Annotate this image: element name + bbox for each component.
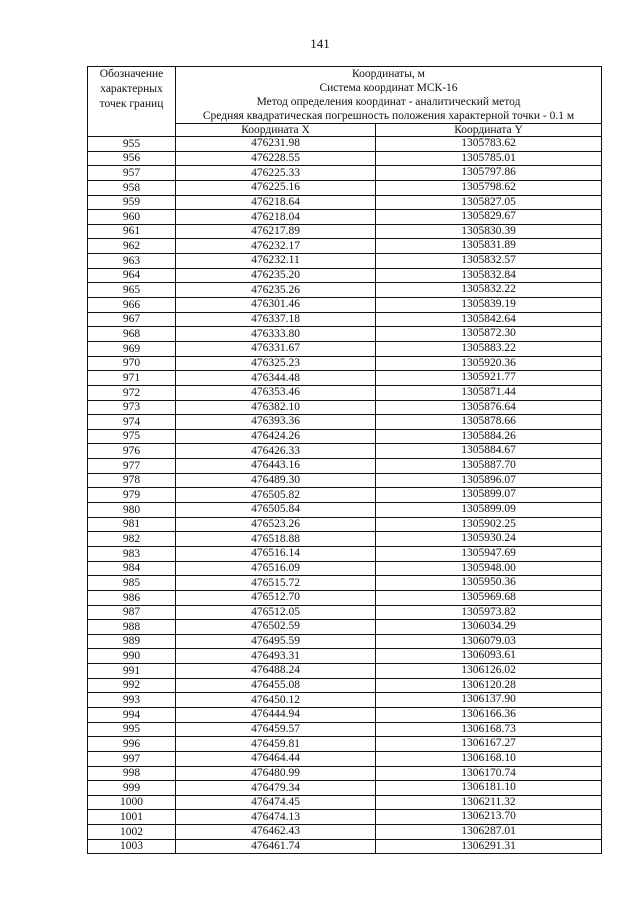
point-id: 985: [88, 576, 176, 591]
coordinate-x: 476502.59: [176, 620, 376, 635]
point-id: 956: [88, 151, 176, 166]
coordinate-y: 1305832.84: [376, 268, 602, 283]
coordinate-x: 476333.80: [176, 327, 376, 342]
point-id: 1002: [88, 825, 176, 840]
coordinates-header: [176, 67, 602, 124]
table-row: [88, 737, 602, 752]
coordinate-x: 476459.57: [176, 722, 376, 737]
table-row: [88, 268, 602, 283]
point-id: 990: [88, 649, 176, 664]
point-id: 975: [88, 429, 176, 444]
table-row: [88, 327, 602, 342]
coordinate-x: 476512.70: [176, 590, 376, 605]
coordinate-y: 1305872.30: [376, 327, 602, 342]
table-row: [88, 766, 602, 781]
table-row: [88, 254, 602, 269]
point-id: 957: [88, 166, 176, 181]
coordinate-y: 1305896.07: [376, 473, 602, 488]
coordinate-y: 1305899.07: [376, 488, 602, 503]
point-id: 1001: [88, 810, 176, 825]
point-id: 960: [88, 210, 176, 225]
coordinate-x: 476424.26: [176, 429, 376, 444]
coordinate-x: 476393.36: [176, 415, 376, 430]
coordinate-x: 476455.08: [176, 678, 376, 693]
coordinate-x: 476232.17: [176, 239, 376, 254]
coordinate-x: 476459.81: [176, 737, 376, 752]
coordinate-x: 476479.34: [176, 781, 376, 796]
table-row: [88, 693, 602, 708]
coordinate-y: 1306093.61: [376, 649, 602, 664]
coordinate-x: 476474.45: [176, 795, 376, 810]
table-row: [88, 810, 602, 825]
coordinate-y: 1305920.36: [376, 356, 602, 371]
table-header: [88, 67, 602, 137]
coordinate-y: 1306137.90: [376, 693, 602, 708]
point-id: 1000: [88, 795, 176, 810]
table-row: [88, 561, 602, 576]
coordinate-y: 1305798.62: [376, 180, 602, 195]
coordinate-y: 1306211.32: [376, 795, 602, 810]
coordinate-x: 476489.30: [176, 473, 376, 488]
table-row: [88, 664, 602, 679]
coordinate-x: 476516.14: [176, 546, 376, 561]
table-row: [88, 722, 602, 737]
point-id: 955: [88, 137, 176, 152]
coordinate-y: 1306079.03: [376, 634, 602, 649]
coordinate-y: 1306213.70: [376, 810, 602, 825]
coordinate-x: 476225.33: [176, 166, 376, 181]
coordinate-y: 1305902.25: [376, 517, 602, 532]
table-row: [88, 298, 602, 313]
coordinate-y: 1305887.70: [376, 459, 602, 474]
coordinate-y: 1305785.01: [376, 151, 602, 166]
coordinate-x: 476382.10: [176, 400, 376, 415]
table-row: [88, 751, 602, 766]
coordinate-y: 1305947.69: [376, 546, 602, 561]
table-row: [88, 400, 602, 415]
coordinate-x: 476217.89: [176, 224, 376, 239]
point-id: 961: [88, 224, 176, 239]
coordinate-x: 476515.72: [176, 576, 376, 591]
point-id: 964: [88, 268, 176, 283]
table-row: [88, 839, 602, 854]
table-row: [88, 312, 602, 327]
coordinate-y: 1305831.89: [376, 239, 602, 254]
coordinate-y: 1305832.57: [376, 254, 602, 269]
point-id: 959: [88, 195, 176, 210]
coordinate-x: 476512.05: [176, 605, 376, 620]
point-id: 978: [88, 473, 176, 488]
point-id: 980: [88, 503, 176, 518]
point-id: 958: [88, 180, 176, 195]
table-row: [88, 429, 602, 444]
table-row: [88, 210, 602, 225]
coordinate-x: 476325.23: [176, 356, 376, 371]
coordinate-system: Система координат МСК-16: [319, 82, 458, 94]
coordinate-y: 1305899.09: [376, 503, 602, 518]
table-row: [88, 473, 602, 488]
point-id: 979: [88, 488, 176, 503]
table-row: [88, 195, 602, 210]
coordinate-y: 1306291.31: [376, 839, 602, 854]
table-body: [88, 137, 602, 854]
coordinate-y: 1305830.39: [376, 224, 602, 239]
coordinate-x: 476523.26: [176, 517, 376, 532]
coordinate-x: 476516.09: [176, 561, 376, 576]
coordinate-y: 1305783.62: [376, 137, 602, 152]
point-id: 988: [88, 620, 176, 635]
point-id: 995: [88, 722, 176, 737]
coordinate-y: 1306167.27: [376, 737, 602, 752]
table-row: [88, 517, 602, 532]
coordinate-x: 476495.59: [176, 634, 376, 649]
table-row: [88, 166, 602, 181]
point-id: 962: [88, 239, 176, 254]
coordinate-x: 476474.13: [176, 810, 376, 825]
coordinate-y: 1305973.82: [376, 605, 602, 620]
point-id: 984: [88, 561, 176, 576]
point-id: 976: [88, 444, 176, 459]
coordinate-y: 1305950.36: [376, 576, 602, 591]
coordinate-y: 1306168.10: [376, 751, 602, 766]
table-row: [88, 795, 602, 810]
table-row: [88, 590, 602, 605]
coordinate-x: 476218.04: [176, 210, 376, 225]
coordinate-x: 476235.20: [176, 268, 376, 283]
coordinate-x: 476353.46: [176, 385, 376, 400]
coordinate-y: 1306034.29: [376, 620, 602, 635]
coordinate-y: 1305969.68: [376, 590, 602, 605]
point-id: 994: [88, 707, 176, 722]
table-row: [88, 283, 602, 298]
coordinate-x: 476301.46: [176, 298, 376, 313]
coords-title: Координаты, м: [352, 68, 425, 80]
coordinate-x: 476225.16: [176, 180, 376, 195]
point-id: 993: [88, 693, 176, 708]
coordinate-y: 1306287.01: [376, 825, 602, 840]
table-row: [88, 488, 602, 503]
accuracy-note: Средняя квадратическая погрешность положения характерной точки - 0.1 м: [202, 110, 575, 122]
point-id: 998: [88, 766, 176, 781]
coordinate-y: 1305829.67: [376, 210, 602, 225]
table-row: [88, 781, 602, 796]
coordinate-y: 1306126.02: [376, 664, 602, 679]
coordinate-x: 476462.43: [176, 825, 376, 840]
point-id: 972: [88, 385, 176, 400]
table-row: [88, 444, 602, 459]
coordinate-x: 476518.88: [176, 532, 376, 547]
table-row: [88, 576, 602, 591]
coordinate-x: 476464.44: [176, 751, 376, 766]
table-row: [88, 356, 602, 371]
table-row: [88, 503, 602, 518]
table-row: [88, 341, 602, 356]
table-row: [88, 224, 602, 239]
coordinate-y: 1305948.00: [376, 561, 602, 576]
point-id: 997: [88, 751, 176, 766]
point-id: 968: [88, 327, 176, 342]
point-id: 965: [88, 283, 176, 298]
coordinate-y: 1306181.10: [376, 781, 602, 796]
coordinate-y: 1306170.74: [376, 766, 602, 781]
coordinate-x: 476231.98: [176, 137, 376, 152]
coordinate-x: 476488.24: [176, 664, 376, 679]
coordinate-x: 476232.11: [176, 254, 376, 269]
table-row: [88, 459, 602, 474]
table-row: [88, 707, 602, 722]
column-header-y: Координата Y: [376, 124, 602, 137]
table-row: [88, 825, 602, 840]
point-id: 981: [88, 517, 176, 532]
table-row: [88, 649, 602, 664]
table-row: [88, 137, 602, 152]
point-id: 982: [88, 532, 176, 547]
table-row: [88, 239, 602, 254]
table-row: [88, 415, 602, 430]
table-row: [88, 532, 602, 547]
coordinate-y: 1305884.26: [376, 429, 602, 444]
point-id: 966: [88, 298, 176, 313]
point-id: 996: [88, 737, 176, 752]
coordinate-x: 476337.18: [176, 312, 376, 327]
coordinate-x: 476218.64: [176, 195, 376, 210]
coordinate-y: 1305839.19: [376, 298, 602, 313]
coordinate-y: 1305871.44: [376, 385, 602, 400]
coordinate-y: 1306168.73: [376, 722, 602, 737]
coordinate-y: 1305832.22: [376, 283, 602, 298]
coordinate-y: 1305921.77: [376, 371, 602, 386]
coordinate-y: 1305930.24: [376, 532, 602, 547]
coordinate-x: 476450.12: [176, 693, 376, 708]
coordinate-y: 1306166.36: [376, 707, 602, 722]
column-header-x: Координата X: [176, 124, 376, 137]
table-row: [88, 371, 602, 386]
coordinate-x: 476505.84: [176, 503, 376, 518]
point-id: 973: [88, 400, 176, 415]
coordinate-x: 476505.82: [176, 488, 376, 503]
table-row: [88, 180, 602, 195]
coordinate-y: 1305842.64: [376, 312, 602, 327]
point-id: 971: [88, 371, 176, 386]
point-id: 986: [88, 590, 176, 605]
coordinate-x: 476344.48: [176, 371, 376, 386]
coordinate-y: 1305883.22: [376, 341, 602, 356]
coordinate-y: 1306120.28: [376, 678, 602, 693]
coordinate-y: 1305876.64: [376, 400, 602, 415]
table-row: [88, 605, 602, 620]
point-id: 989: [88, 634, 176, 649]
point-id: 974: [88, 415, 176, 430]
point-id: 1003: [88, 839, 176, 854]
page-number: 141: [310, 36, 330, 51]
coordinate-y: 1305884.67: [376, 444, 602, 459]
coordinate-y: 1305797.86: [376, 166, 602, 181]
point-id: 983: [88, 546, 176, 561]
coordinate-x: 476493.31: [176, 649, 376, 664]
point-id: 987: [88, 605, 176, 620]
coordinate-x: 476461.74: [176, 839, 376, 854]
point-id: 963: [88, 254, 176, 269]
coordinate-x: 476331.67: [176, 341, 376, 356]
determination-method: Метод определения координат - аналитический метод: [256, 96, 521, 108]
table-row: [88, 678, 602, 693]
point-id: 970: [88, 356, 176, 371]
table-row: [88, 151, 602, 166]
coordinate-x: 476443.16: [176, 459, 376, 474]
table-row: [88, 546, 602, 561]
coordinate-x: 476426.33: [176, 444, 376, 459]
point-id: 977: [88, 459, 176, 474]
coordinate-x: 476235.26: [176, 283, 376, 298]
point-id: 992: [88, 678, 176, 693]
coordinate-y: 1305827.05: [376, 195, 602, 210]
point-id: 969: [88, 341, 176, 356]
table-row: [88, 620, 602, 635]
coordinate-y: 1305878.66: [376, 415, 602, 430]
point-id: 999: [88, 781, 176, 796]
point-id: 967: [88, 312, 176, 327]
table-row: [88, 634, 602, 649]
table-row: [88, 385, 602, 400]
coordinate-x: 476480.99: [176, 766, 376, 781]
designation-header: Обозначение характерных точек границ: [88, 67, 176, 137]
coordinate-x: 476444.94: [176, 707, 376, 722]
point-id: 991: [88, 664, 176, 679]
coordinates-table: [87, 66, 602, 854]
coordinate-x: 476228.55: [176, 151, 376, 166]
